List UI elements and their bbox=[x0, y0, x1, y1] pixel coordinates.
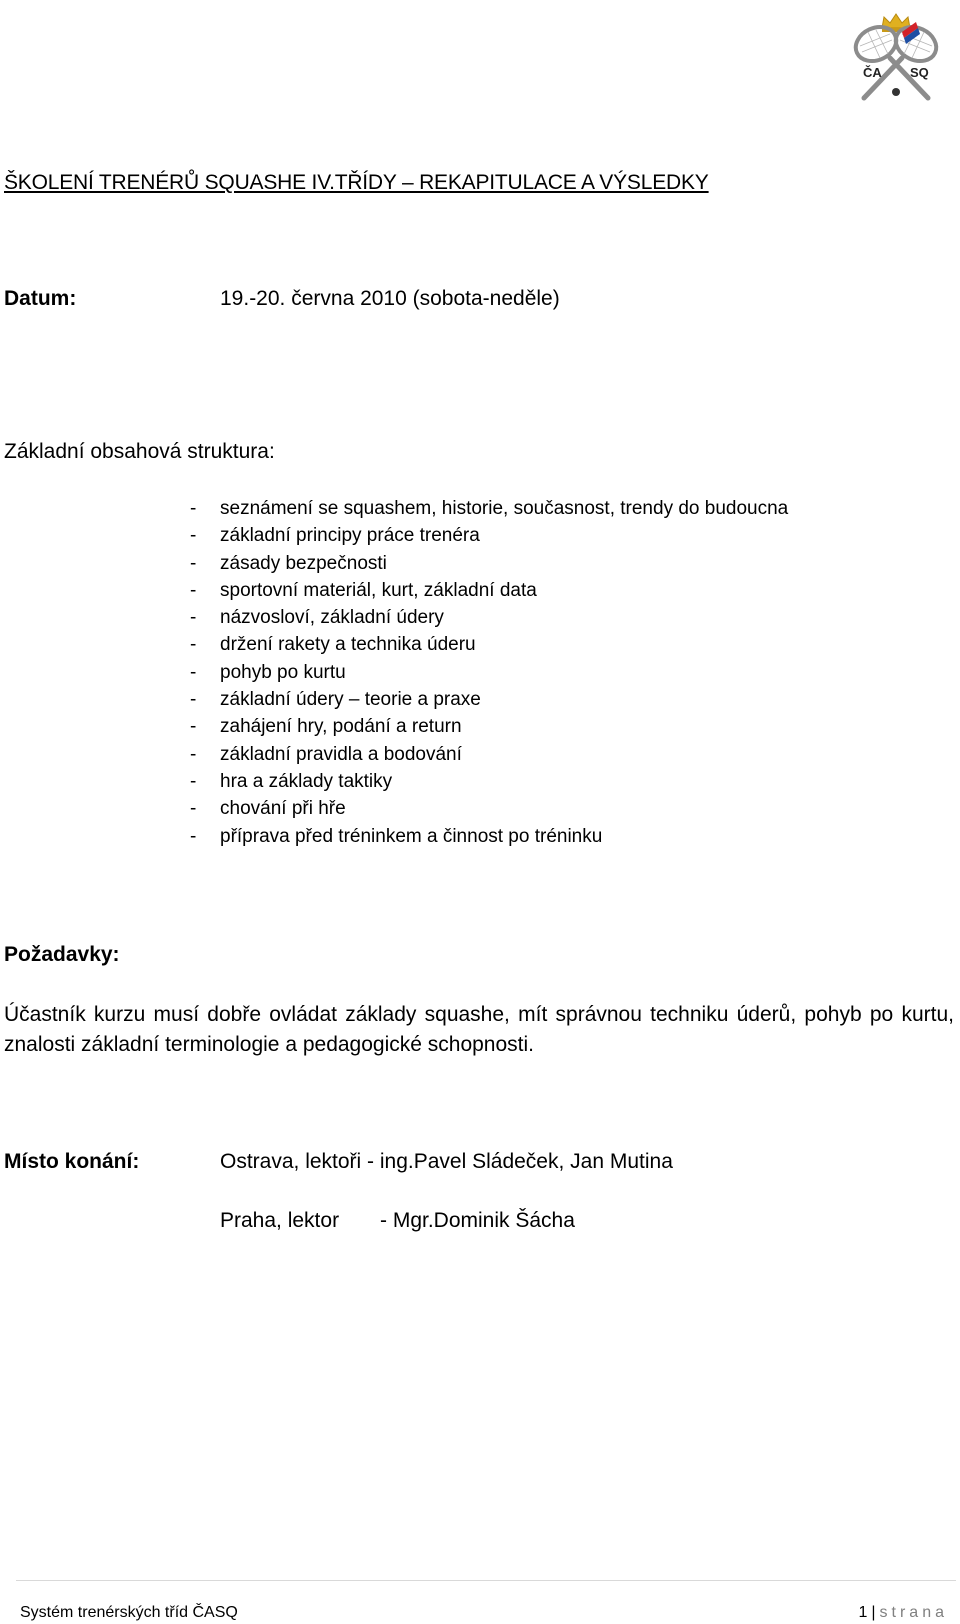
list-item: - držení rakety a technika úderu bbox=[190, 634, 476, 656]
logo-text-right: SQ bbox=[910, 65, 929, 80]
page-number: 1 bbox=[858, 1604, 868, 1621]
footer-divider bbox=[16, 1580, 956, 1581]
venue-line-praha-person: - Mgr.Dominik Šácha bbox=[380, 1209, 575, 1232]
venue-label: Místo konání: bbox=[4, 1150, 140, 1173]
list-item: - základní pravidla a bodování bbox=[190, 743, 462, 765]
venue-line-praha-place: Praha, lektor bbox=[220, 1209, 340, 1232]
list-item: - zásady bezpečnosti bbox=[190, 552, 387, 574]
list-item: - sportovní materiál, kurt, základní data bbox=[190, 579, 537, 601]
list-item: - názvosloví, základní údery bbox=[190, 607, 444, 629]
requirements-label: Požadavky: bbox=[4, 943, 120, 966]
list-item: - pohyb po kurtu bbox=[190, 661, 346, 683]
list-item: - příprava před tréninkem a činnost po tréninku bbox=[190, 825, 603, 847]
venue-line-ostrava: Ostrava, lektoři - ing.Pavel Sládeček, Jan Mutina bbox=[220, 1150, 673, 1173]
page-separator: | bbox=[871, 1604, 876, 1621]
date-label: Datum: bbox=[4, 287, 77, 310]
list-item: - seznámení se squashem, historie, současnost, trendy do budoucna bbox=[190, 498, 789, 519]
list-item: - základní údery – teorie a praxe bbox=[190, 689, 481, 711]
casq-logo bbox=[846, 6, 946, 102]
logo-text-left: ČA bbox=[863, 65, 882, 80]
footer-title: Systém trenérských tříd ČASQ bbox=[20, 1604, 238, 1621]
crossed-squash-rackets-crown-icon bbox=[846, 6, 946, 102]
page-indicator bbox=[858, 1604, 948, 1622]
list-item: - základní principy práce trenéra bbox=[190, 525, 480, 547]
structure-label: Základní obsahová struktura: bbox=[4, 440, 275, 463]
list-item: - chování při hře bbox=[190, 798, 346, 820]
requirements-text: Účastník kurzu musí dobře ovládat základy squashe, mít správnou techniku úderů, pohyb po kurtu, znalosti základní terminologie a pedagogické schopnosti. bbox=[4, 1003, 954, 1056]
list-item: - zahájení hry, podání a return bbox=[190, 716, 462, 738]
date-value: 19.-20. června 2010 (sobota-neděle) bbox=[220, 287, 560, 310]
page-word: strana bbox=[879, 1604, 948, 1621]
list-item: - hra a základy taktiky bbox=[190, 770, 393, 792]
document-title: ŠKOLENÍ TRENÉRŮ SQUASHE IV.TŘÍDY – REKAPITULACE A VÝSLEDKY bbox=[4, 171, 709, 194]
topic-list bbox=[190, 495, 788, 850]
